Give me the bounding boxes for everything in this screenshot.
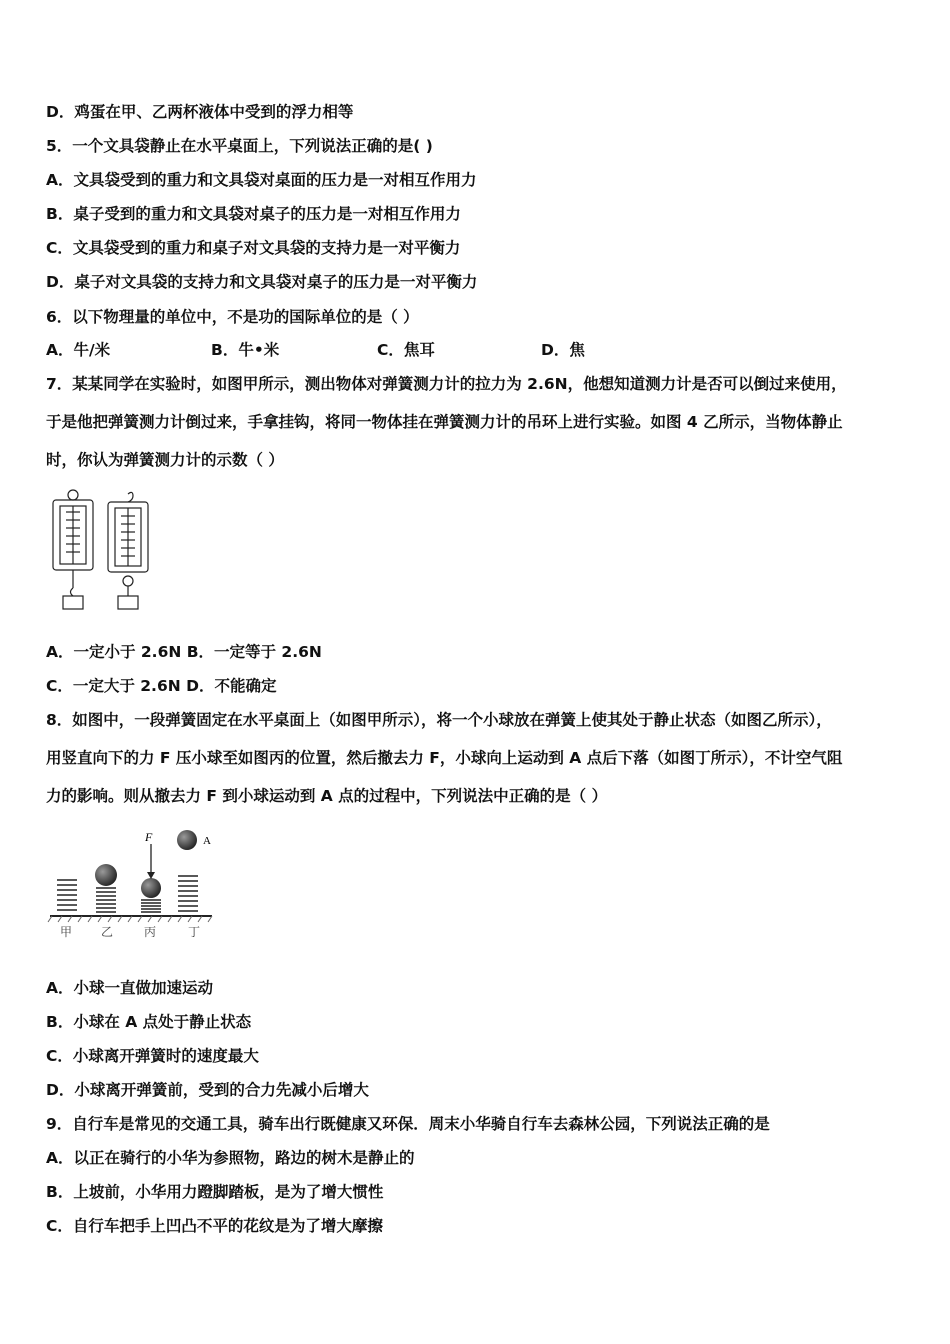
- ball-bing: [141, 878, 161, 898]
- q9-option-b: B．上坡前，小华用力蹬脚踏板，是为了增大惯性: [46, 1183, 384, 1201]
- q7-stem-line3: 时，你认为弹簧测力计的示数（ ）: [46, 451, 284, 469]
- q5-stem: 5．一个文具袋静止在水平桌面上，下列说法正确的是( ): [46, 137, 433, 155]
- force-label: F: [145, 830, 153, 844]
- q9-stem: 9．自行车是常见的交通工具，骑车出行既健康又环保．周末小华骑自行车去森林公园，下列说法正确的是: [46, 1115, 770, 1133]
- q5-option-a: A．文具袋受到的重力和文具袋对桌面的压力是一对相互作用力: [46, 171, 477, 189]
- label-jia: 甲: [60, 925, 73, 939]
- q6-stem: 6．以下物理量的单位中，不是功的国际单位的是（ ）: [46, 308, 419, 326]
- q8-option-b: B．小球在 A 点处于静止状态: [46, 1013, 252, 1031]
- q8-stem-line2: 用竖直向下的力 F 压小球至如图丙的位置，然后撤去力 F，小球向上运动到 A 点后下落（如图丁所示），不计空气阻: [46, 749, 843, 767]
- q8-option-c: C．小球离开弹簧时的速度最大: [46, 1047, 259, 1065]
- spring-scale-upright: [53, 490, 93, 609]
- q8-stem-line1: 8．如图中，一段弹簧固定在水平桌面上（如图甲所示），将一个小球放在弹簧上使其处于静止状态（如图乙所示），: [46, 711, 832, 729]
- force-arrow-head: [147, 872, 155, 879]
- label-bing: 丙: [144, 925, 157, 939]
- q6-option-d: D．焦: [541, 341, 585, 359]
- q8-option-d: D．小球离开弹簧前，受到的合力先减小后增大: [46, 1081, 369, 1099]
- ball-ding: [177, 830, 197, 850]
- spring-jia: [57, 880, 77, 910]
- q7-stem-line1: 7．某某同学在实验时，如图甲所示，测出物体对弹簧测力计的拉力为 2.6N，他想知道测力计是否可以倒过来使用，: [46, 375, 847, 393]
- q6-option-a: A．牛/米: [46, 341, 111, 359]
- spring-scale-figure: [46, 488, 156, 616]
- spring-ball-figure: [46, 826, 216, 942]
- label-ding: 丁: [188, 925, 201, 939]
- q7-options-ab: A．一定小于 2.6N B．一定等于 2.6N: [46, 643, 322, 661]
- spring-ding: [178, 876, 198, 911]
- ball-yi: [95, 864, 117, 886]
- q5-option-b: B．桌子受到的重力和文具袋对桌子的压力是一对相互作用力: [46, 205, 461, 223]
- q5-option-c: C．文具袋受到的重力和桌子对文具袋的支持力是一对平衡力: [46, 239, 461, 257]
- q6-option-b: B．牛•米: [211, 341, 280, 359]
- spring-bing: [141, 900, 161, 912]
- spring-yi: [96, 888, 116, 912]
- q8-option-a: A．小球一直做加速运动: [46, 979, 213, 997]
- q9-option-a: A．以正在骑行的小华为参照物，路边的树木是静止的: [46, 1149, 415, 1167]
- q7-stem-line2: 于是他把弹簧测力计倒过来，手拿挂钩，将同一物体挂在弹簧测力计的吊环上进行实验。如图 4 乙所示，当物体静止: [46, 413, 843, 431]
- q7-options-cd: C．一定大于 2.6N D．不能确定: [46, 677, 277, 695]
- label-yi: 乙: [101, 925, 114, 939]
- spring-scale-inverted: [108, 492, 148, 609]
- q4-option-d: D．鸡蛋在甲、乙两杯液体中受到的浮力相等: [46, 103, 354, 121]
- q9-option-c: C．自行车把手上凹凸不平的花纹是为了增大摩擦: [46, 1217, 383, 1235]
- q6-option-c: C．焦耳: [377, 341, 435, 359]
- q5-option-d: D．桌子对文具袋的支持力和文具袋对桌子的压力是一对平衡力: [46, 273, 478, 291]
- q8-stem-line3: 力的影响。则从撤去力 F 到小球运动到 A 点的过程中，下列说法中正确的是（ ）: [46, 787, 608, 805]
- point-a-label: A: [203, 835, 211, 847]
